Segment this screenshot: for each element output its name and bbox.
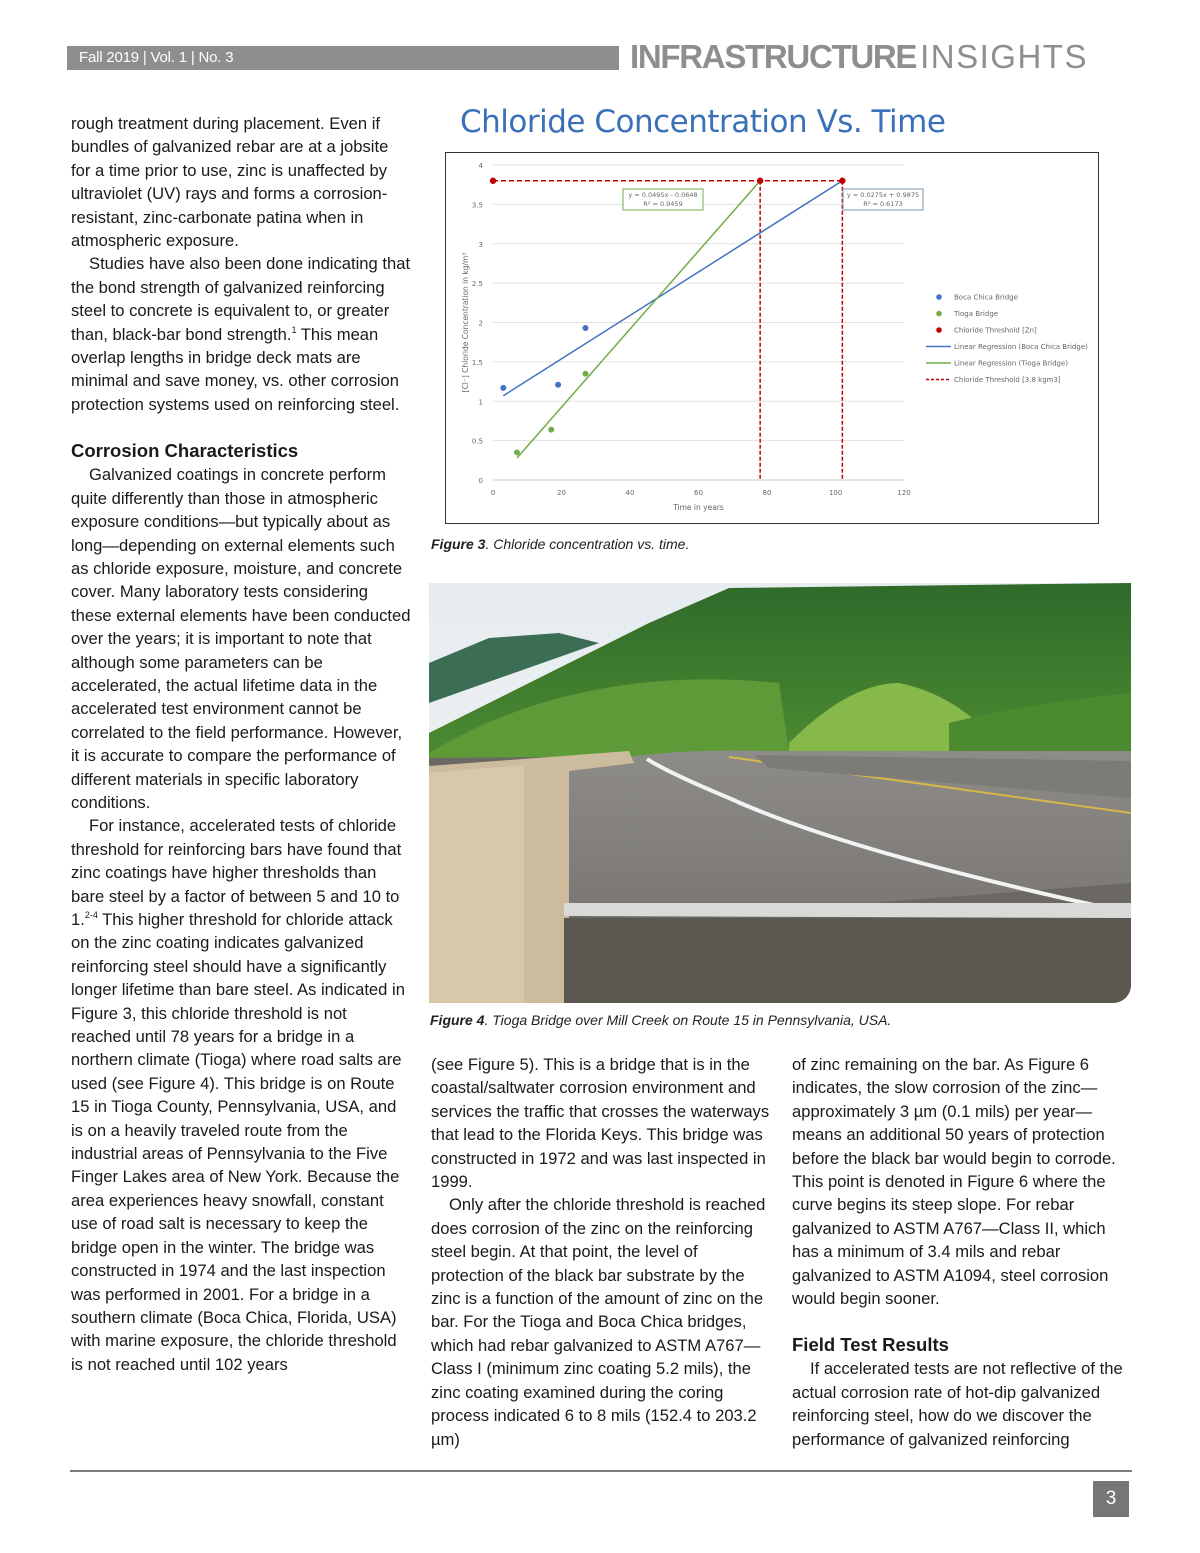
x-tick-label: 80: [762, 489, 772, 497]
article-column-2: [431, 1053, 771, 1451]
x-tick-label: 120: [897, 489, 911, 497]
article-column-1: [71, 112, 411, 1376]
caption-text: . Tioga Bridge over Mill Creek on Route 15 in Pennsylvania, USA.: [484, 1012, 892, 1028]
paragraph: If accelerated tests are not reflective of the actual corrosion rate of hot-dip galvanized reinforcing steel, how do we discover the performance of galvanized reinforcing: [792, 1359, 1123, 1449]
y-tick-label: 3: [478, 240, 483, 249]
paragraph-text: This mean overlap lengths in bridge deck mats are minimal and save money, vs. other corrosion protection systems used on reinforcing steel.: [71, 324, 400, 414]
y-tick-label: 0.5: [471, 437, 483, 446]
figure-3-caption: [431, 536, 689, 552]
tioga-regression-line: [517, 181, 760, 458]
issue-label: Fall 2019 | Vol. 1 | No. 3: [79, 49, 234, 66]
legend-label: Linear Regression (Boca Chica Bridge): [954, 343, 1088, 351]
article-column-3: [792, 1053, 1132, 1451]
y-tick-label: 1: [478, 398, 483, 407]
footnote-ref: 1: [291, 324, 297, 335]
tioga-data-point: [582, 371, 588, 377]
bridge-landscape-image: [429, 583, 1131, 1003]
threshold-data-point: [839, 178, 845, 184]
boca-data-point: [555, 382, 561, 388]
paragraph: Galvanized coatings in concrete perform quite differently than those in atmospheric exposure conditions—but typically about as long—depending on external elements such as chloride exposure, moisture, and concrete cover. Many laboratory tests considering these external elements have been conducted over the years; it is important to note that although some parameters can be accelerated, the actual lifetime data in the accelerated test environment cannot be correlated to the field performance. However, it is accurate to compare the performance of different materials in specific laboratory conditions.: [71, 465, 411, 812]
page-number: 3: [1093, 1481, 1129, 1517]
tioga-bridge-photo: [429, 583, 1131, 1003]
section-heading: Field Test Results: [792, 1334, 949, 1356]
threshold-data-point: [490, 178, 496, 184]
paragraph: [71, 252, 411, 416]
paragraph-text: Studies have also been done indicating that the bond strength of galvanized reinforcing steel to concrete is equivalent to, or greater than, black-bar bond strength.: [71, 254, 411, 344]
paragraph: Only after the chloride threshold is reached does corrosion of the zinc on the reinforcing steel begin. At that point, the level of protection of the black bar substrate by the zinc is a function of the amount of zinc on the bar. For the Tioga and Boca Chica bridges, which had rebar galvanized to ASTM A767—Class I (minimum zinc coating 5.2 mils), the zinc coating examined during the coring process indicated 6 to 8 mils (152.4 to 203.2 µm): [431, 1195, 766, 1449]
paragraph: (see Figure 5). This is a bridge that is in the coastal/saltwater corrosion environment and services the traffic that crosses the waterways that lead to the Florida Keys. This bridge was constructed in 1972 and was last inspected in 1999.: [431, 1055, 770, 1192]
legend-label: Tioga Bridge: [954, 310, 999, 318]
issue-banner: [67, 46, 619, 70]
footnote-ref: 2-4: [84, 910, 98, 920]
boca-data-point: [582, 325, 588, 331]
boca-r2: R² = 0.6173: [863, 200, 903, 208]
figure-label: Figure 4: [430, 1012, 485, 1028]
legend-marker-icon: [936, 311, 942, 317]
section-heading: Corrosion Characteristics: [71, 440, 299, 462]
legend-label: Linear Regression (Tioga Bridge): [954, 359, 1069, 368]
y-tick-label: 2.5: [471, 280, 483, 289]
paragraph: [71, 814, 411, 1376]
x-tick-label: 20: [557, 489, 566, 497]
x-tick-label: 100: [828, 489, 843, 497]
legend-marker-icon: [936, 327, 942, 333]
boca-data-point: [500, 385, 506, 391]
x-axis-label: Time in years: [673, 503, 724, 512]
x-tick-label: 0: [490, 489, 496, 497]
paragraph: rough treatment during placement. Even if bundles of galvanized rebar are at a jobsite for a time prior to use, zinc is unaffected by ultraviolet (UV) rays and forms a corrosion-resistant, zinc-carbonate patina when in atmospheric exposure.: [71, 114, 389, 251]
y-tick-label: 2: [478, 319, 483, 328]
paragraph-text: For instance, accelerated tests of chloride threshold for reinforcing bars have found that zinc coatings have higher thresholds than bare steel by a factor of between 5 and 10 to 1.: [71, 816, 402, 929]
figure-label: Figure 3: [431, 536, 486, 552]
tioga-r2: R² = 0.9459: [643, 200, 683, 208]
tioga-equation: y = 0.0495x - 0.0648: [628, 191, 698, 199]
masthead: [630, 38, 1088, 76]
chart-figure-3: [445, 152, 1099, 524]
y-tick-label: 3.5: [471, 201, 483, 210]
caption-text: . Chloride concentration vs. time.: [485, 536, 690, 552]
legend-label: Chloride Threshold [3.8 kgm3]: [954, 376, 1061, 384]
y-tick-label: 0: [478, 477, 483, 485]
figure-4-caption: [430, 1012, 891, 1028]
x-tick-label: 60: [694, 489, 703, 497]
threshold-data-point: [757, 178, 763, 184]
legend-marker-icon: [936, 294, 942, 300]
legend-label: Chloride Threshold [Zn]: [954, 326, 1037, 335]
y-tick-label: 4: [478, 162, 483, 170]
chart-plot: [446, 153, 1098, 523]
tioga-data-point: [514, 449, 520, 455]
tioga-data-point: [548, 427, 554, 433]
boca-regression-line: [503, 181, 842, 396]
paragraph: of zinc remaining on the bar. As Figure 6 indicates, the slow corrosion of the zinc—approximately 3 µm (0.1 mils) per year—means an additional 50 years of protection before the black bar would begin to corrode. This point is denoted in Figure 6 where the curve begins its steep slope. For rebar galvanized to ASTM A767—Class II, which has a minimum of 3.4 mils and rebar galvanized to ASTM A1094, steel corrosion would begin sooner.: [792, 1055, 1116, 1309]
y-axis-label: [Cl⁻] Chloride Concentration in kg/m³: [461, 252, 470, 393]
masthead-light: INSIGHTS: [920, 38, 1088, 75]
paragraph-text: This higher threshold for chloride attack on the zinc coating indicates galvanized reinforcing steel should have a significantly longer lifetime than bare steel. As indicated in Figure 3, this chloride threshold is not reached until 78 years for a bridge in a northern climate (Tioga) where road salts are used (see Figure 4). This bridge is on Route 15 in Tioga County, Pennsylvania, USA, and is on a heavily traveled route from the industrial areas of Pennsylvania to the Five Finger Lakes area of New York. Because the area experiences heavy snowfall, constant use of road salt is necessary to keep the bridge open in the winter. The bridge was constructed in 1974 and the last inspection was performed in 2001. For a bridge in a southern climate (Boca Chica, Florida, USA) with marine exposure, the chloride threshold is not reached until 102 years: [71, 910, 405, 1374]
boca-equation: y = 0.0275x + 0.9875: [846, 191, 920, 199]
legend-label: Boca Chica Bridge: [954, 293, 1018, 302]
y-tick-label: 1.5: [471, 358, 483, 367]
footer-rule: [70, 1470, 1132, 1472]
masthead-bold: INFRASTRUCTURE: [630, 38, 917, 75]
x-tick-label: 40: [625, 489, 635, 497]
chart-title: Chloride Concentration Vs. Time: [460, 104, 946, 140]
